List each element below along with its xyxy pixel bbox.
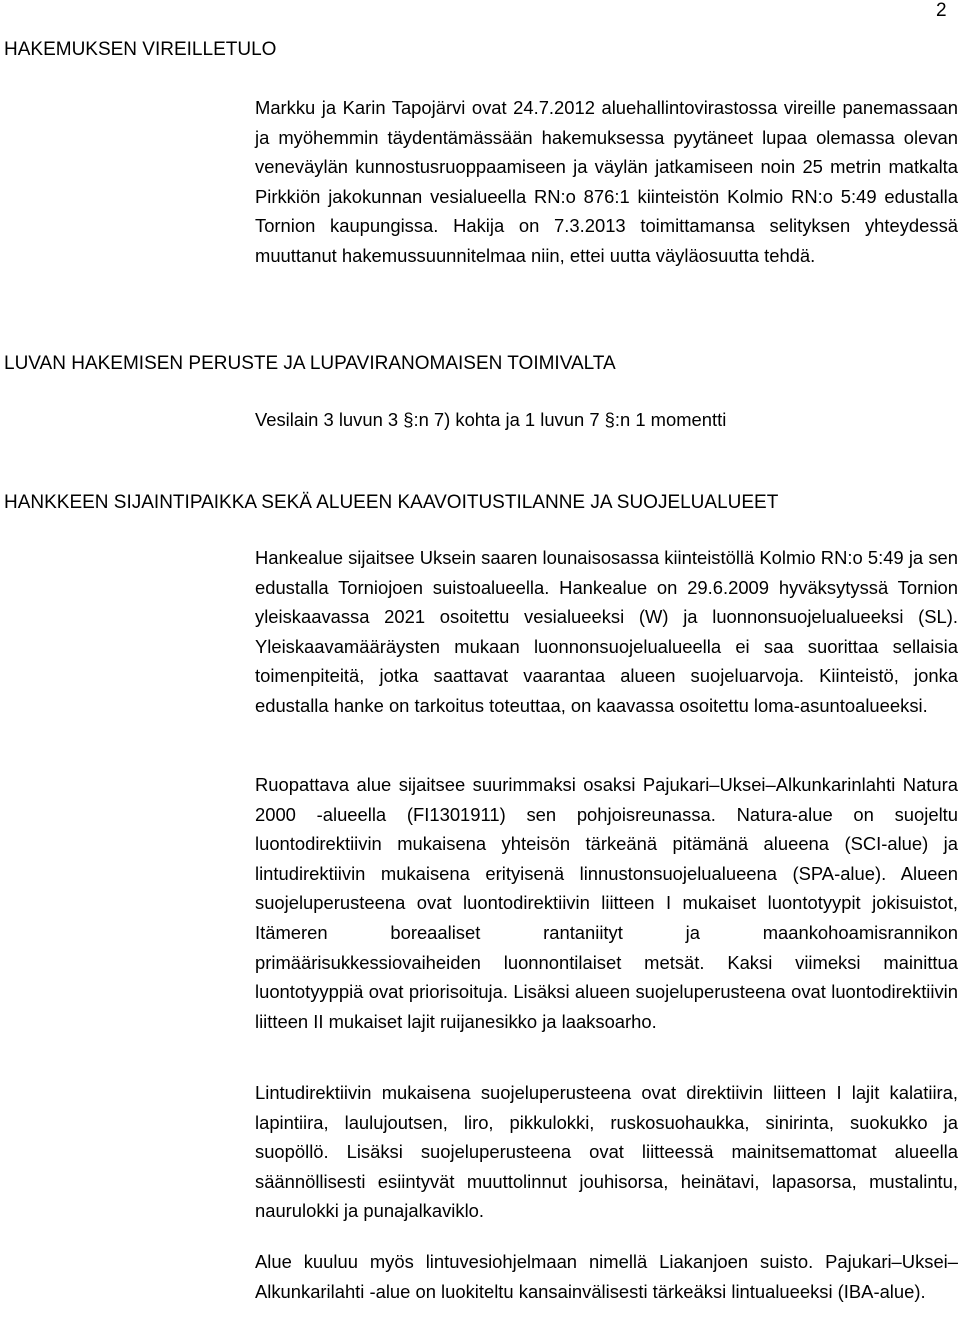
page-number: 2: [936, 0, 947, 21]
paragraph-authority: Vesilain 3 luvun 3 §:n 7) kohta ja 1 luvun 7 §:n 1 momentti: [255, 409, 727, 430]
paragraph-filing: Markku ja Karin Tapojärvi ovat 24.7.2012 aluehallintovirastossa vireille panemassaan ja myöhemmin täydentämässään hakemuksessa pyytäneet lupaa olemassa olevan veneväylän kunnostusruoppaamiseen ja väylän jatkamiseen noin 25 metrin matkalta Pirkkiön jakokunnan vesialueella RN:o 876:1 kiinteistön Kolmio RN:o 5:49 edustalla Tornion kaupungissa. Hakija on 7.3.2013 toimittamansa selityksen yhteydessä muuttanut hakemussuunnitelmaa niin, ettei uutta väyläosuutta tehdä.: [255, 97, 958, 266]
section-heading-filing: HAKEMUKSEN VIREILLETULO: [4, 39, 277, 60]
paragraph-location-bird-programme: Alue kuuluu myös lintuvesiohjelmaan nimellä Liakanjoen suisto. Pajukari–Uksei–Alkunkarilahti -alue on luokiteltu kansainvälisesti tärkeäksi lintualueeksi (IBA-alue).: [255, 1251, 958, 1302]
section-heading-location: HANKKEEN SIJAINTIPAIKKA SEKÄ ALUEEN KAAVOITUSTILANNE JA SUOJELUALUEET: [4, 492, 779, 513]
paragraph-location-natura: Ruopattava alue sijaitsee suurimmaksi osaksi Pajukari–Uksei–Alkunkarinlahti Natura 2000 -alueella (FI1301911) sen pohjoisreunassa. Natura-alue on suojeltu luontodirektiivin mukaisena yhteisön tärkeänä pitämänä alueena (SCI-alue) ja lintudirektiivin mukaisena erityisenä linnustonsuojelualueena (SPA-alue). Alueen suojeluperusteena ovat luontodirektiivin liitteen I mukaiset luontotyypit jokisuistot, Itämeren boreaaliset rantaniityt ja maankohoamisrannikon primäärisukkessiovaiheiden luonnontilaiset metsät. Kaksi viimeksi mainittua luontotyyppiä ovat priorisoituja. Lisäksi alueen suojeluperusteena ovat luontodirektiivin liitteen II mukaiset lajit ruijanesikko ja laaksoarho.: [255, 774, 958, 1032]
paragraph-location-birds-directive: Lintudirektiivin mukaisena suojeluperusteena ovat direktiivin liitteen I lajit kalatiira, lapintiira, laulujoutsen, liro, pikkulokki, ruskosuohaukka, sinirinta, suokukko ja suopöllö. Lisäksi suojeluperusteena ovat liitteessä mainitsemattomat alueella säännöllisesti esiintyvät muuttolinnut jouhisorsa, heinätavi, lapasorsa, mustalintu, naurulokki ja punajalkaviklo.: [255, 1082, 958, 1222]
section-heading-authority: LUVAN HAKEMISEN PERUSTE JA LUPAVIRANOMAISEN TOIMIVALTA: [4, 353, 616, 374]
paragraph-location-zoning: Hankealue sijaitsee Uksein saaren lounaisosassa kiinteistöllä Kolmio RN:o 5:49 ja sen edustalla Torniojoen suistoalueella. Hankealue on 29.6.2009 hyväksytyssä Tornion yleiskaavassa 2021 osoitettu vesialueeksi (W) ja luonnonsuojelualueeksi (SL). Yleiskaavamääräysten mukaan luonnonsuojelualueella ei saa suorittaa sellaisia toimenpiteitä, jotka saattavat vaarantaa alueen suojeluarvoja. Kiinteistö, jonka edustalla hanke on tarkoitus toteuttaa, on kaavassa osoitettu loma-asuntoalueeksi.: [255, 547, 958, 716]
